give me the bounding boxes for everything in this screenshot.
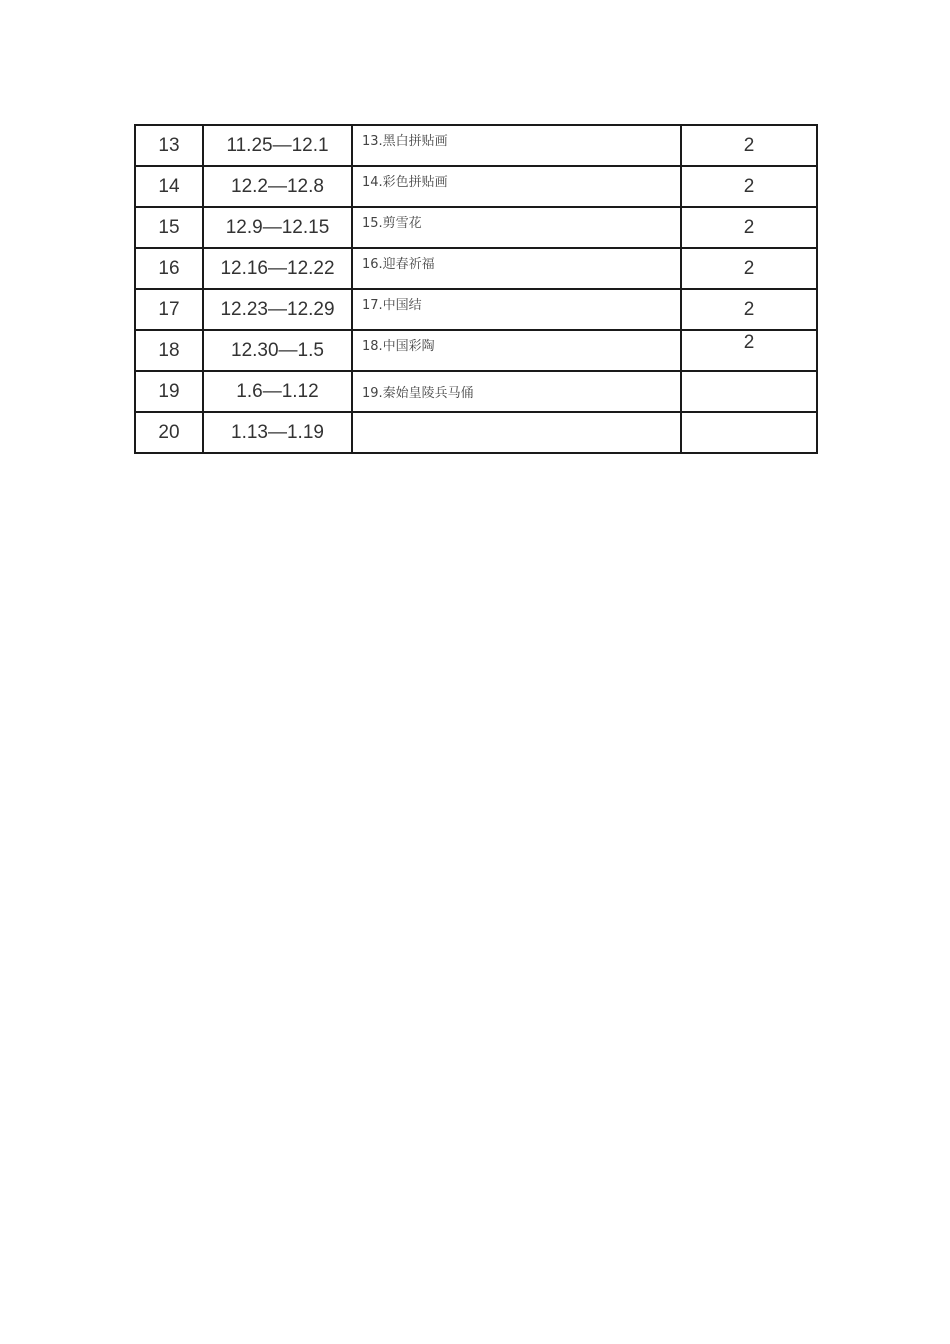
- table-row: [135, 166, 817, 207]
- content-cell: 16.迎春祈福: [352, 248, 681, 289]
- schedule-table-container: [134, 124, 816, 454]
- date-cell: 11.25—12.1: [203, 125, 352, 166]
- hours-cell: 2: [681, 248, 817, 289]
- week-cell: 14: [135, 166, 203, 207]
- content-cell: 15.剪雪花: [352, 207, 681, 248]
- hours-cell: 2: [681, 125, 817, 166]
- week-cell: 19: [135, 371, 203, 412]
- date-cell: 12.9—12.15: [203, 207, 352, 248]
- hours-cell: 2: [681, 289, 817, 330]
- week-cell: 16: [135, 248, 203, 289]
- date-cell: 12.30—1.5: [203, 330, 352, 371]
- hours-cell: [681, 371, 817, 412]
- schedule-table: [134, 124, 818, 454]
- week-cell: 15: [135, 207, 203, 248]
- hours-cell: 2: [681, 330, 817, 371]
- table-row: [135, 207, 817, 248]
- hours-cell: 2: [681, 207, 817, 248]
- content-cell: 19.秦始皇陵兵马俑: [352, 371, 681, 412]
- table-row: [135, 330, 817, 371]
- table-row: [135, 371, 817, 412]
- table-row: [135, 289, 817, 330]
- table-row: [135, 248, 817, 289]
- content-cell: 14.彩色拼贴画: [352, 166, 681, 207]
- week-cell: 18: [135, 330, 203, 371]
- content-cell: 13.黑白拼贴画: [352, 125, 681, 166]
- date-cell: 12.2—12.8: [203, 166, 352, 207]
- table-row: [135, 125, 817, 166]
- date-cell: 1.6—1.12: [203, 371, 352, 412]
- date-cell: 1.13—1.19: [203, 412, 352, 453]
- content-cell: 17.中国结: [352, 289, 681, 330]
- content-cell: [352, 412, 681, 453]
- content-cell: 18.中国彩陶: [352, 330, 681, 371]
- week-cell: 13: [135, 125, 203, 166]
- week-cell: 17: [135, 289, 203, 330]
- date-cell: 12.23—12.29: [203, 289, 352, 330]
- week-cell: 20: [135, 412, 203, 453]
- hours-cell: [681, 412, 817, 453]
- table-row: [135, 412, 817, 453]
- hours-cell: 2: [681, 166, 817, 207]
- date-cell: 12.16—12.22: [203, 248, 352, 289]
